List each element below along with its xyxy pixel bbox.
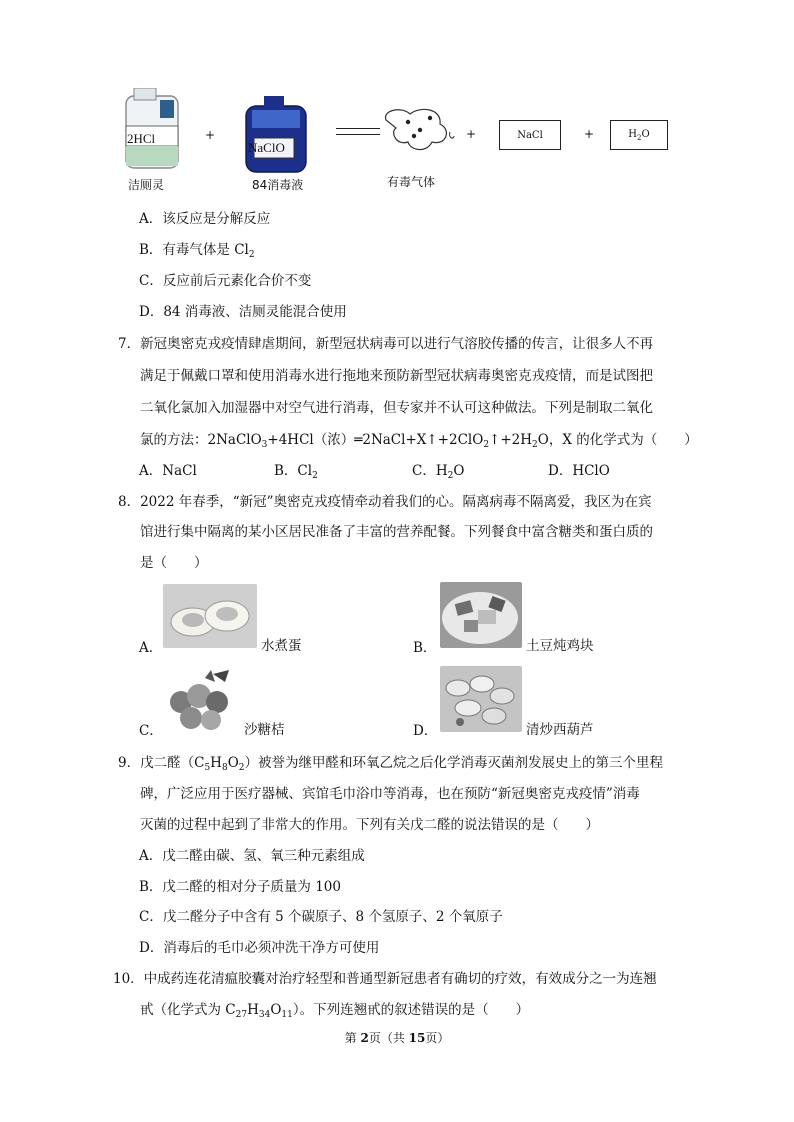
q6-option-c[interactable]: C．反应前后元素化合价不变 [139, 273, 312, 289]
q7-line-3: 二氧化氯加入加湿器中对空气进行消毒，但专家并不认可这种做法。下列是制取二氧化 [140, 400, 653, 416]
plus-sign-3: + [584, 127, 595, 141]
q8-line-3: 是（ ） [140, 555, 208, 571]
q7-line-2: 满足于佩戴口罩和使用消毒水进行拖地来预防新型冠状病毒奥密克戎疫情，而是试图把 [140, 368, 653, 384]
bottle1-caption: 洁厕灵 [128, 178, 165, 192]
q6-option-b[interactable]: B．有毒气体是 $Cl_2$ [139, 242, 255, 260]
q7-option-b[interactable]: B．$Cl_2$ [274, 463, 318, 481]
q9-option-c[interactable]: C．戊二醛分子中含有 5 个碳原子、8 个氢原子、2 个氧原子 [139, 909, 503, 925]
nacl-label: NaCl [517, 129, 543, 141]
q8-option-b-letter[interactable]: B． [413, 640, 437, 656]
q9-option-a[interactable]: A．戊二醛由碳、氢、氧三种元素组成 [139, 848, 365, 864]
zucchini-photo-icon [440, 666, 522, 732]
potato-chicken-photo-icon [440, 582, 522, 648]
q8-option-c-letter[interactable]: C． [139, 723, 163, 739]
q8-option-c-label[interactable]: 沙糖桔 [244, 722, 285, 738]
q8-option-d-letter[interactable]: D． [413, 723, 438, 739]
total-pages: 15 [408, 1031, 426, 1045]
current-page: 2 [360, 1031, 369, 1045]
equals-sign [336, 128, 380, 135]
q7-line-1: 7．新冠奥密克戎疫情肆虐期间，新型冠状病毒可以进行气溶胶传播的传言，让很多人不再 [118, 336, 654, 352]
q7-line-4: 氯的方法：2NaClO$_3$+4HCl（浓）$═2NaCl+X↑+2ClO_2↑+2H_2O$，X 的化学式为（ ） [140, 432, 698, 450]
disinfectant-bottle-icon [238, 96, 314, 174]
q8-option-a-letter[interactable]: A． [139, 640, 163, 656]
page-footer: 第 2页（共 15页） [344, 1031, 450, 1045]
plus-sign: + [205, 128, 216, 142]
tangerine-photo-icon [163, 668, 239, 732]
bottle1-formula: 2HCl [127, 131, 156, 146]
q10-number: 10． [113, 971, 144, 987]
plus-sign-2: + [466, 127, 477, 141]
q9-number: 9． [118, 755, 141, 771]
gas-caption: 有毒气体 [387, 175, 436, 189]
nacl-box [499, 120, 561, 150]
q7-option-d[interactable]: D．HClO [548, 463, 610, 479]
q10-line-2: 甙（化学式为 $C_{27}H_{34}O_{11}$）。下列连翘甙的叙述错误的是（ ） [140, 1002, 530, 1020]
q7-option-c[interactable]: C．$H_2O$ [412, 463, 465, 481]
bottle2-caption: 84消毒液 [252, 178, 304, 192]
q6-option-a[interactable]: A．该反应是分解反应 [139, 211, 271, 227]
q6-option-d[interactable]: D．84 消毒液、洁厕灵能混合使用 [139, 304, 347, 320]
water-box [610, 120, 668, 150]
q8-option-a-label[interactable]: 水煮蛋 [261, 638, 302, 654]
toilet-cleaner-bottle-icon [120, 88, 186, 170]
q10-line-1: 10．中成药连花清瘟胶囊对治疗轻型和普通型新冠患者有确切的疗效，有效成分之一为连翘 [113, 971, 657, 987]
q8-line-1: 8．2022 年春季，“新冠”奥密克戎疫情牵动着我们的心。隔离病毒不隔离爱，我区为在宾 [118, 494, 652, 510]
q8-number: 8． [118, 494, 141, 510]
q8-line-2: 馆进行集中隔离的某小区居民准备了丰富的营养配餐。下列餐食中富含糖类和蛋白质的 [140, 524, 653, 540]
q8-option-b-label[interactable]: 土豆炖鸡块 [526, 638, 594, 654]
boiled-egg-photo-icon [163, 584, 257, 648]
q8-option-d-label[interactable]: 清炒西葫芦 [526, 722, 594, 738]
q9-line-2: 碑，广泛应用于医疗器械、宾馆毛巾浴巾等消毒，也在预防“新冠奥密克戎疫情”消毒 [140, 786, 640, 802]
q9-line-1: 9．戊二醛$(C_5H_8O_2)$被誉为继甲醛和环氧乙烷之后化学消毒灭菌剂发展史上的第三个里程 [118, 755, 663, 773]
bottle2-formula: NaClO [248, 140, 285, 155]
q7-number: 7． [118, 336, 141, 352]
toxic-gas-cloud-icon [380, 102, 460, 162]
q9-option-d[interactable]: D．消毒后的毛巾必须冲洗干净方可使用 [139, 940, 380, 956]
q7-option-a[interactable]: A．NaCl [139, 463, 197, 479]
q9-option-b[interactable]: B．戊二醛的相对分子质量为 100 [139, 879, 341, 895]
q9-line-3: 灭菌的过程中起到了非常大的作用。下列有关戊二醛的说法错误的是（ ） [140, 817, 599, 833]
water-label: $H_2O$ [628, 128, 650, 142]
